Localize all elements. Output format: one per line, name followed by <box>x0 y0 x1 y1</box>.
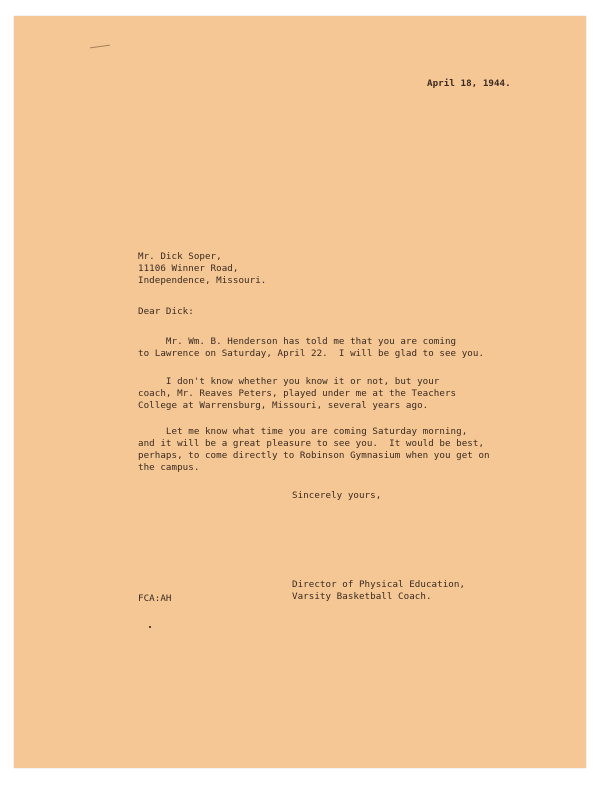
closing: Sincerely yours, <box>292 490 382 501</box>
signature-title-2: Varsity Basketball Coach. <box>292 591 432 602</box>
recipient-address <box>138 251 266 287</box>
paragraph-line: and it will be a great pleasure to see you. It would be best, <box>138 438 485 449</box>
signature-title-1: Director of Physical Education, <box>292 579 466 590</box>
body-paragraph-3 <box>138 426 490 474</box>
address-line-name: Mr. Dick Soper, <box>138 251 222 262</box>
paragraph-line: Let me know what time you are coming Saturday morning, <box>138 426 468 437</box>
paragraph-line: perhaps, to come directly to Robinson Gymnasium when you get on <box>138 450 490 461</box>
paper-mark <box>90 45 110 49</box>
salutation: Dear Dick: <box>138 306 194 317</box>
ink-speck <box>149 626 151 628</box>
paragraph-line: to Lawrence on Saturday, April 22. I will be glad to see you. <box>138 348 485 359</box>
paragraph-line: I don't know whether you know it or not, but your <box>138 376 440 387</box>
body-paragraph-2 <box>138 376 456 412</box>
address-line-street: 11106 Winner Road, <box>138 263 239 274</box>
paragraph-line: coach, Mr. Reaves Peters, played under me at the Teachers <box>138 388 457 399</box>
body-paragraph-1 <box>138 336 484 360</box>
paragraph-line: College at Warrensburg, Missouri, several years ago. <box>138 400 429 411</box>
letter-page <box>14 16 586 768</box>
paragraph-line: Mr. Wm. B. Henderson has told me that you are coming <box>138 336 457 347</box>
signature-block <box>292 579 465 603</box>
letter-date: April 18, 1944. <box>427 78 511 89</box>
address-line-city: Independence, Missouri. <box>138 275 267 286</box>
reference-initials: FCA:AH <box>138 593 172 604</box>
paragraph-line: the campus. <box>138 462 200 473</box>
